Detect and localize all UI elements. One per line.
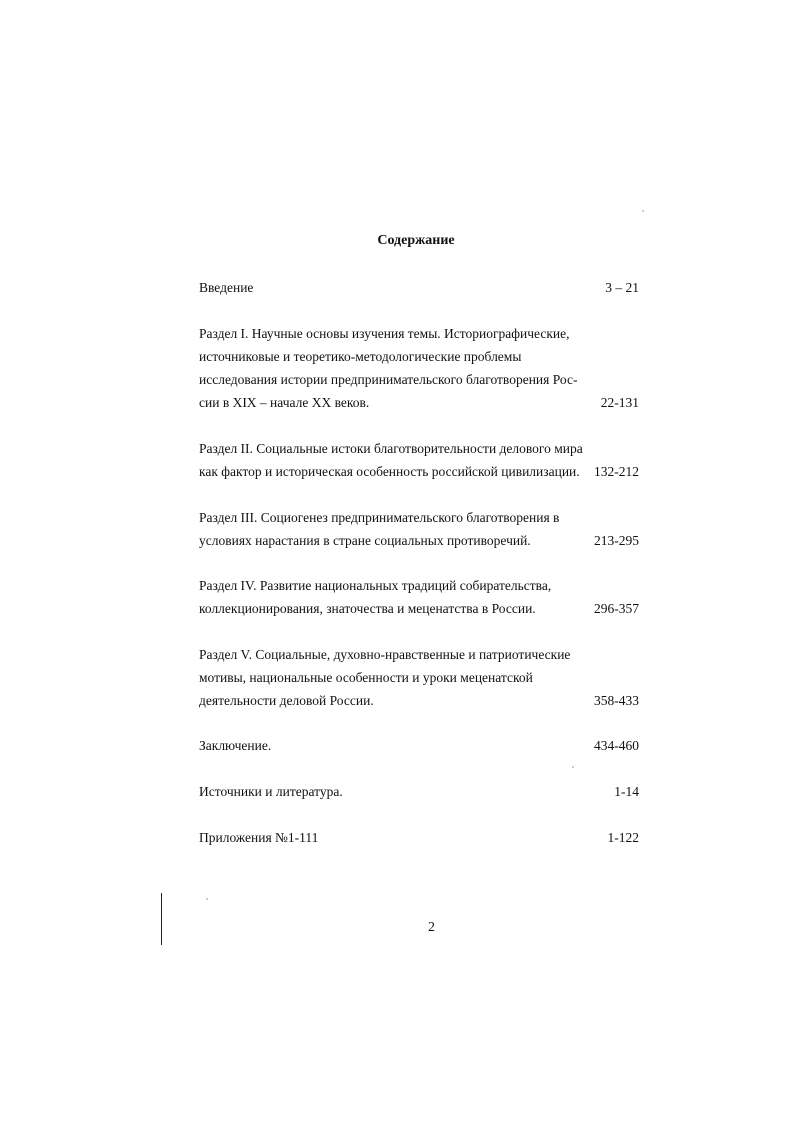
toc-entry-text: деятельности деловой России. bbox=[199, 693, 374, 708]
toc-entry-section-4 bbox=[199, 574, 639, 620]
toc-entry-text: Раздел I. Научные основы изучения темы. Историографические, bbox=[199, 326, 570, 341]
scan-speck bbox=[572, 766, 574, 768]
toc-entry-text: Источники и литература. bbox=[199, 784, 343, 799]
toc-line bbox=[199, 734, 639, 757]
toc-entry-introduction bbox=[199, 276, 639, 299]
toc-line bbox=[199, 689, 639, 712]
toc-entry-pages: 358-433 bbox=[594, 693, 639, 708]
toc-entry-pages: 213-295 bbox=[594, 533, 639, 548]
toc-line bbox=[199, 597, 639, 620]
toc-entry-text: Раздел IV. Развитие национальных традиций собирательства, bbox=[199, 578, 552, 593]
toc-line bbox=[199, 437, 639, 460]
toc-entry-conclusion bbox=[199, 734, 639, 757]
toc-entry-text: Введение bbox=[199, 280, 254, 295]
toc-entry-text: коллекционирования, знаточества и меценатства в России. bbox=[199, 601, 536, 616]
toc-entry-text: как фактор и историческая особенность российской цивилизации. bbox=[199, 464, 580, 479]
toc-entry-section-2 bbox=[199, 437, 639, 483]
scan-speck bbox=[642, 210, 644, 212]
toc-entry-text: Раздел III. Социогенез предпринимательского благотворения в bbox=[199, 510, 560, 525]
toc-line bbox=[199, 368, 639, 391]
toc-entry-text: Приложения №1-111 bbox=[199, 830, 319, 845]
toc-line bbox=[199, 322, 639, 345]
toc-entry-appendices bbox=[199, 826, 639, 849]
toc-entry-text: Заключение. bbox=[199, 738, 272, 753]
page-title: Содержание bbox=[377, 233, 455, 248]
toc-entry-text: сии в XIX – начале XX веков. bbox=[199, 395, 370, 410]
toc-entry-text: исследования истории предпринимательского благотворения Рос- bbox=[199, 372, 578, 387]
toc-entry-pages: 22-131 bbox=[600, 395, 639, 410]
toc-entry-pages: 434-460 bbox=[594, 738, 639, 753]
toc-line bbox=[199, 643, 639, 666]
toc-entry-text: Раздел II. Социальные истоки благотворительности делового мира bbox=[199, 441, 583, 456]
toc-line bbox=[199, 666, 639, 689]
toc-line bbox=[199, 574, 639, 597]
toc-entry-pages: 1-122 bbox=[607, 830, 639, 845]
toc-entry-text: Раздел V. Социальные, духовно-нравственные и патриотические bbox=[199, 647, 571, 662]
toc-entry-text: условиях нарастания в стране социальных противоречий. bbox=[199, 533, 531, 548]
toc-entry-text: источниковые и теоретико-методологические проблемы bbox=[199, 349, 522, 364]
toc-entry-section-3 bbox=[199, 506, 639, 552]
toc-line bbox=[199, 460, 639, 483]
toc-line bbox=[199, 826, 639, 849]
toc-entry-section-1 bbox=[199, 322, 639, 414]
page-number: 2 bbox=[428, 920, 435, 935]
toc-line bbox=[199, 529, 639, 552]
toc-entry-section-5 bbox=[199, 643, 639, 712]
toc-entry-pages: 296-357 bbox=[594, 601, 639, 616]
toc-line bbox=[199, 391, 639, 414]
toc-entry-pages: 132-212 bbox=[594, 464, 639, 479]
toc-entry-sources bbox=[199, 780, 639, 803]
toc-line bbox=[199, 276, 639, 299]
toc-line bbox=[199, 345, 639, 368]
toc-line bbox=[199, 506, 639, 529]
toc-entry-pages: 3 – 21 bbox=[605, 280, 639, 295]
scan-margin-line bbox=[161, 893, 162, 945]
toc-entry-pages: 1-14 bbox=[614, 784, 639, 799]
toc-line bbox=[199, 780, 639, 803]
scan-speck bbox=[206, 898, 208, 900]
toc-entry-text: мотивы, национальные особенности и уроки меценатской bbox=[199, 670, 533, 685]
